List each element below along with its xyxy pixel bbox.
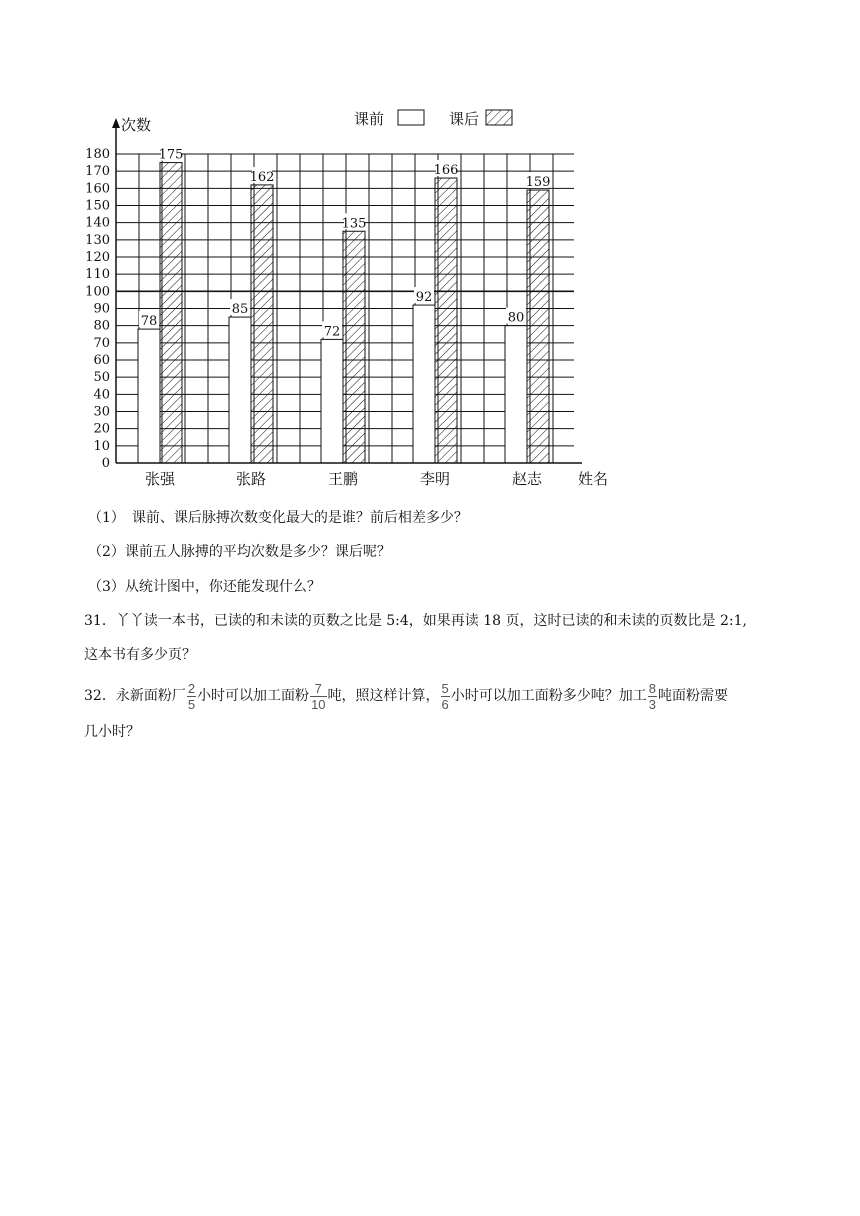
data-label-before-1: 85	[231, 302, 249, 318]
y-tick-label: 90	[93, 301, 110, 317]
fraction-denominator: 5	[187, 696, 196, 712]
fraction-2-5	[187, 681, 196, 712]
problem-31-line-1: 31．丫丫读一本书，已读的和未读的页数之比是 5:4，如果再读 18 页，这时已读的和未读的页数比是 2:1,	[84, 613, 747, 629]
data-label-after-1: 162	[249, 169, 275, 185]
bar-after-0	[160, 163, 182, 463]
y-tick-label: 0	[101, 456, 110, 471]
problem-31-line-2: 这本书有多少页？	[84, 647, 196, 663]
y-tick-label: 110	[85, 267, 110, 283]
y-axis-label: 次数	[121, 116, 152, 134]
y-tick-label: 120	[85, 250, 110, 265]
data-label-before-4: 80	[507, 310, 525, 326]
x-axis-label: 姓名	[578, 470, 609, 488]
bar-before-4	[505, 326, 527, 463]
legend-label-after: 课后	[449, 110, 480, 128]
question-2: （2）课前五人脉搏的平均次数是多少？课后呢？	[88, 544, 391, 560]
data-label-after-4: 159	[525, 175, 551, 191]
data-label-after-3: 166	[433, 163, 459, 179]
bar-before-1	[229, 317, 251, 463]
bar-before-3	[413, 305, 435, 463]
y-tick-label: 150	[85, 198, 110, 214]
x-tick-label-3: 李明	[419, 470, 451, 488]
y-axis-arrow	[112, 118, 120, 128]
y-tick-label: 170	[85, 164, 110, 180]
y-tick-label: 10	[93, 438, 110, 454]
problem-32-text-2: 小时可以加工面粉	[197, 688, 310, 704]
bar-before-0	[138, 329, 160, 463]
bar-after-2	[343, 231, 365, 463]
y-tick-label: 140	[85, 215, 110, 231]
pulse-bar-chart	[0, 0, 860, 500]
fraction-numerator: 8	[648, 680, 656, 696]
data-label-before-3: 92	[415, 290, 433, 306]
bar-after-4	[527, 190, 549, 463]
fraction-numerator: 5	[441, 680, 449, 696]
data-label-after-2: 135	[341, 216, 367, 232]
question-3: （3）从统计图中，你还能发现什么？	[88, 579, 321, 595]
y-tick-label: 80	[93, 318, 110, 334]
x-tick-label-1: 张路	[235, 470, 267, 488]
fraction-5-6	[441, 681, 450, 712]
y-tick-label: 160	[85, 181, 110, 197]
problem-32-line-2: 几小时？	[84, 724, 140, 740]
data-label-after-0: 175	[158, 147, 184, 163]
fraction-denominator: 6	[441, 696, 449, 712]
fraction-8-3	[648, 681, 657, 712]
legend-label-before: 课前	[354, 110, 385, 128]
fraction-denominator: 10	[311, 696, 326, 712]
y-tick-label: 180	[85, 147, 110, 162]
bar-after-1	[251, 185, 273, 463]
legend-swatch-after	[486, 110, 512, 125]
bar-after-3	[435, 178, 457, 463]
problem-32-text-5: 吨面粉需要	[658, 688, 728, 704]
fraction-denominator: 3	[648, 696, 656, 712]
fraction-7-10	[310, 681, 326, 712]
problem-32-text-1: 32．永新面粉厂	[84, 688, 186, 704]
chart-bars	[138, 163, 549, 463]
x-tick-label-4: 赵志	[511, 470, 543, 488]
chart-legend	[354, 110, 512, 128]
x-tick-label-2: 王鹏	[327, 470, 359, 488]
y-tick-label: 130	[85, 232, 110, 248]
legend-swatch-before	[398, 110, 424, 125]
fraction-numerator: 2	[187, 680, 196, 696]
problem-32-text-3: 吨，照这样计算，	[327, 688, 440, 704]
y-tick-label: 30	[93, 404, 110, 420]
y-tick-label: 20	[93, 421, 110, 437]
y-tick-label: 70	[93, 335, 110, 351]
fraction-numerator: 7	[314, 680, 322, 696]
y-tick-label: 60	[93, 353, 110, 368]
problem-32-line-1	[84, 676, 728, 716]
question-1: （1） 课前、课后脉搏次数变化最大的是谁？前后相差多少？	[88, 510, 468, 526]
y-tick-label: 100	[85, 284, 110, 300]
bar-before-2	[321, 339, 343, 463]
data-label-before-2: 72	[323, 324, 341, 340]
problem-32-text-4: 小时可以加工面粉多少吨？加工	[450, 688, 647, 704]
y-tick-label: 40	[93, 387, 110, 403]
x-tick-label-0: 张强	[144, 470, 176, 488]
data-label-before-0: 78	[140, 314, 158, 330]
y-tick-label: 50	[93, 370, 110, 386]
